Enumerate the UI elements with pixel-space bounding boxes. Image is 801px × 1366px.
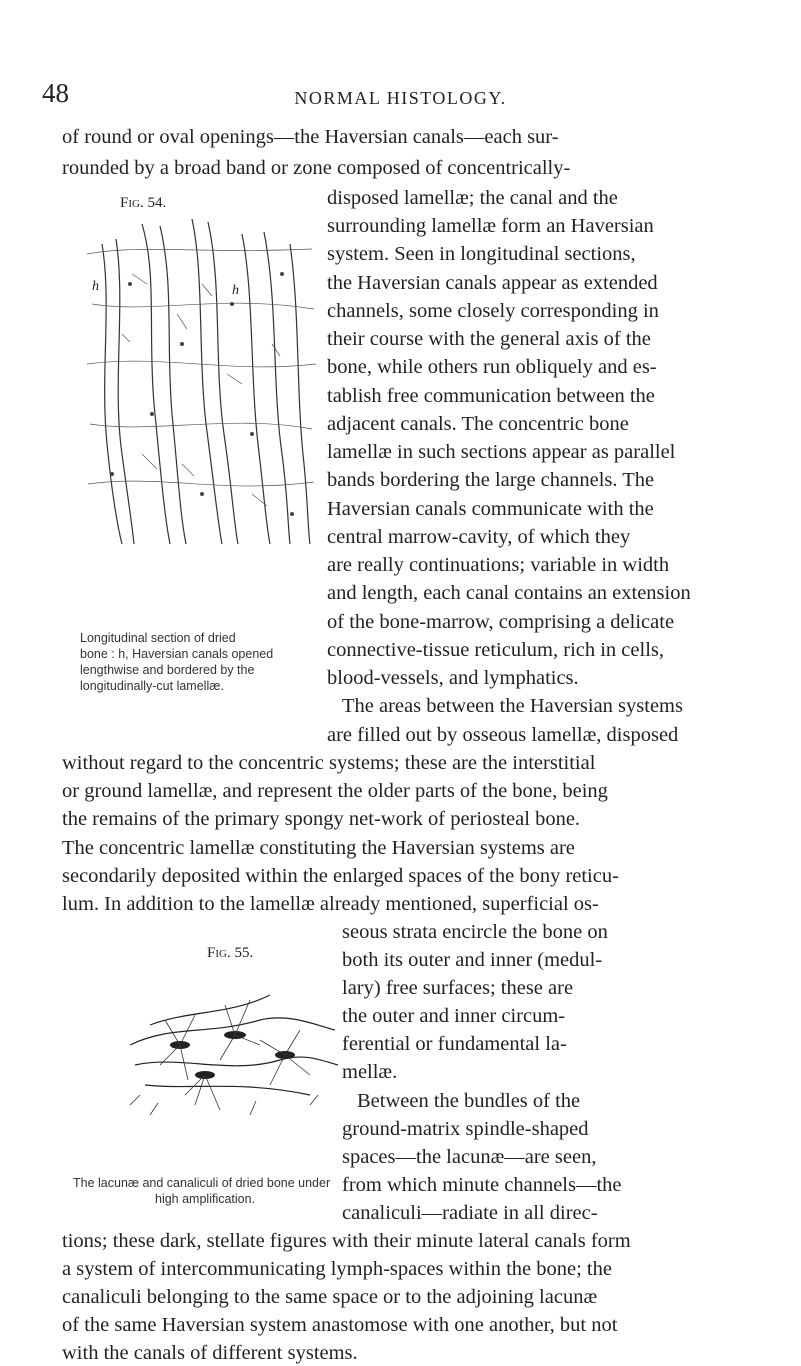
figure-55-caption: high amplification. (155, 1192, 256, 1206)
text-line: lary) free surfaces; these are (342, 977, 574, 999)
text-line: tions; these dark, stellate figures with their minute lateral canals form (62, 1230, 631, 1252)
text-line: are filled out by osseous lamellæ, disposed (327, 724, 679, 746)
figure-54-caption: bone : h, Haversian canals opened (80, 647, 274, 661)
text-line: adjacent canals. The concentric bone (327, 413, 629, 435)
figure-55-caption: The lacunæ and canaliculi of dried bone under (73, 1176, 331, 1190)
text-line: The areas between the Haversian systems (342, 695, 683, 717)
text-line: their course with the general axis of the (327, 328, 651, 350)
page-number: 48 (42, 78, 69, 108)
text-line: ferential or fundamental la- (342, 1033, 567, 1055)
text-line: system. Seen in longitudinal sections, (327, 243, 636, 265)
text-line: secondarily deposited within the enlarged spaces of the bony reticu- (62, 865, 619, 887)
text-line: The concentric lamellæ constituting the Haversian systems are (62, 837, 575, 859)
text-line: tablish free communication between the (327, 385, 655, 407)
figure-54-caption: Longitudinal section of dried (80, 631, 236, 645)
text-line: surrounding lamellæ form an Haversian (327, 215, 654, 237)
text-line: are really continuations; variable in width (327, 554, 670, 576)
text-line: mellæ. (342, 1061, 398, 1083)
text-line: the outer and inner circum- (342, 1005, 566, 1027)
text-line: with the canals of different systems. (62, 1342, 358, 1364)
text-line: both its outer and inner (medul- (342, 949, 603, 971)
text-line: connective-tissue reticulum, rich in cells, (327, 639, 664, 661)
text-line: Haversian canals communicate with the (327, 498, 654, 520)
figure-54-caption: lengthwise and bordered by the (80, 663, 255, 677)
text-line: of the same Haversian system anastomose with one another, but not (62, 1314, 618, 1336)
text-line: bands bordering the large channels. The (327, 469, 655, 491)
text-line: canaliculi—radiate in all direc- (342, 1202, 598, 1224)
text-line: or ground lamellæ, and represent the older parts of the bone, being (62, 780, 608, 802)
figure-54-label: Fig. 54. (120, 195, 167, 211)
text-line: and length, each canal contains an extension (327, 582, 691, 604)
figure-55-illustration (110, 965, 340, 1130)
text-line: channels, some closely corresponding in (327, 300, 659, 322)
text-line: a system of intercommunicating lymph-spaces within the bone; the (62, 1258, 612, 1280)
text-line: the Haversian canals appear as extended (327, 272, 658, 294)
text-line: spaces—the lacunæ—are seen, (342, 1146, 597, 1168)
figure-54-label-h: h (232, 283, 239, 298)
text-line: central marrow-cavity, of which they (327, 526, 631, 548)
text-line: disposed lamellæ; the canal and the (327, 187, 618, 209)
text-line: of round or oval openings—the Haversian canals—each sur- (62, 126, 559, 148)
text-line: bone, while others run obliquely and es- (327, 356, 657, 378)
figure-55-label: Fig. 55. (207, 945, 254, 961)
text-line: from which minute channels—the (342, 1174, 622, 1196)
text-line: lamellæ in such sections appear as parallel (327, 441, 676, 463)
text-line: blood-vessels, and lymphatics. (327, 667, 579, 689)
text-line: Between the bundles of the (357, 1090, 581, 1112)
text-line: without regard to the concentric systems; these are the interstitial (62, 752, 596, 774)
text-line: rounded by a broad band or zone composed of concentrically- (62, 157, 571, 179)
running-title: NORMAL HISTOLOGY. (294, 88, 507, 108)
text-line: of the bone-marrow, comprising a delicate (327, 611, 675, 633)
text-line: seous strata encircle the bone on (342, 921, 608, 943)
text-line: canaliculi belonging to the same space or to the adjoining lacunæ (62, 1286, 598, 1308)
text-line: the remains of the primary spongy net-work of periosteal bone. (62, 808, 581, 830)
text-line: ground-matrix spindle-shaped (342, 1118, 589, 1140)
figure-54-caption: longitudinally-cut lamellæ. (80, 679, 224, 693)
figure-54-label-h: h (92, 279, 99, 294)
figure-54-illustration (82, 214, 320, 546)
text-line: lum. In addition to the lamellæ already mentioned, superficial os- (62, 893, 599, 915)
